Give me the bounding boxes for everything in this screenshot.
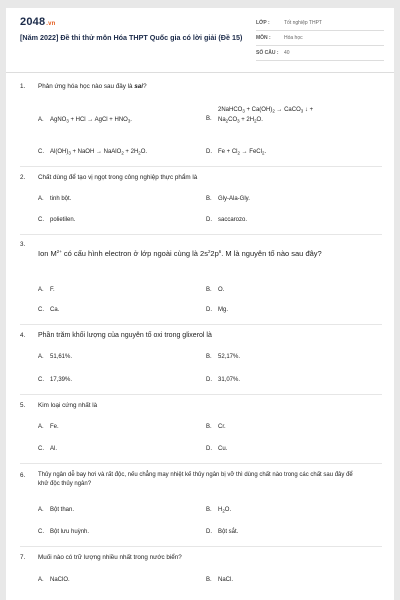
question-number: 7. [20, 554, 26, 561]
option-1a[interactable] [38, 116, 132, 126]
question-3 [20, 240, 382, 259]
meta-subject-row [256, 31, 384, 46]
question-5 [20, 401, 382, 410]
question-number: 5. [20, 402, 26, 409]
meta-key: LỚP : [256, 20, 270, 26]
option-label: C. [38, 307, 44, 313]
option-text: 31,07%. [218, 377, 241, 383]
worksheet-header [6, 8, 394, 73]
option-text: Mg. [218, 307, 229, 313]
option-formula: $Fe + Cl_2$ → FeCl$_2$. [218, 149, 267, 156]
option-1b[interactable] [206, 106, 313, 125]
option-label: D. [206, 529, 212, 535]
option-2c[interactable] [38, 216, 75, 224]
option-text: Cu. [218, 446, 228, 452]
option-text: Cr. [218, 424, 226, 430]
option-text: Al. [50, 446, 58, 452]
option-6a[interactable] [38, 506, 74, 514]
option-label: D. [206, 149, 212, 155]
meta-value: 40 [284, 50, 290, 56]
option-2a[interactable] [38, 195, 71, 203]
option-text: 51,61%. [50, 354, 73, 360]
question-divider [20, 546, 382, 547]
question-text-part: ? [143, 83, 147, 90]
logo-text: 2048 [20, 16, 46, 28]
option-text: Ca. [50, 307, 60, 313]
meta-value: Tốt nghiệp THPT [284, 20, 322, 26]
question-text [38, 82, 382, 91]
option-label: A. [38, 354, 44, 360]
site-logo[interactable] [20, 16, 56, 28]
question-text: Phần trăm khối lượng của nguyên tố oxi trong glixerol là [38, 332, 212, 339]
option-1d[interactable] [206, 148, 266, 158]
option-label: B. [206, 354, 212, 360]
option-label: A. [38, 196, 44, 202]
exam-title: [Năm 2022] Đề thi thử môn Hóa THPT Quốc gia có lời giải (Đề 15) [20, 33, 243, 42]
question-number: 6. [20, 472, 26, 479]
question-1 [20, 82, 382, 91]
option-4b[interactable] [206, 353, 240, 361]
option-1c[interactable] [38, 148, 147, 158]
option-5c[interactable] [38, 445, 57, 453]
option-5a[interactable] [38, 423, 59, 431]
option-5d[interactable] [206, 445, 227, 453]
option-label: B. [206, 577, 212, 583]
option-label: C. [38, 446, 44, 452]
meta-class-row [256, 16, 384, 31]
option-text: 52,17%. [218, 354, 241, 360]
option-label: B. [206, 196, 212, 202]
option-label: C. [38, 529, 44, 535]
question-number: 4. [20, 332, 26, 339]
option-label: D. [206, 217, 212, 223]
option-3c[interactable] [38, 306, 59, 314]
option-3a[interactable] [38, 286, 55, 294]
superscript: 6 [218, 249, 222, 254]
question-4 [20, 331, 382, 340]
option-label: B. [206, 424, 212, 430]
option-4d[interactable] [206, 376, 240, 384]
option-3b[interactable] [206, 286, 224, 294]
question-text-part: có cấu hình electron ở lớp ngoài cùng là 2s [61, 249, 208, 258]
option-label: C. [38, 149, 44, 155]
option-text: NaClO. [50, 577, 70, 583]
question-text: Muối nào có trữ lượng nhiều nhất trong nước biển? [38, 554, 182, 561]
superscript: 2+ [56, 249, 62, 254]
option-4c[interactable] [38, 376, 72, 384]
question-text-part: Ion M [38, 249, 57, 258]
option-text: tinh bột. [50, 196, 72, 202]
option-label: A. [38, 424, 44, 430]
option-6c[interactable] [38, 528, 89, 536]
option-text: 17,39%. [50, 377, 73, 383]
question-2 [20, 173, 382, 182]
option-label: B. [206, 507, 212, 513]
option-text: Fe. [50, 424, 59, 430]
question-number: 1. [20, 83, 26, 90]
option-5b[interactable] [206, 423, 226, 431]
option-label: B. [206, 116, 212, 122]
option-text: Bột than. [50, 507, 75, 513]
worksheet-page [6, 8, 394, 600]
question-text [38, 240, 382, 259]
option-text: Bột lưu huỳnh. [50, 529, 90, 535]
meta-count-row [256, 46, 384, 61]
option-label: D. [206, 307, 212, 313]
question-number: 3. [20, 241, 26, 248]
meta-key: MÔN : [256, 35, 271, 41]
option-formula: $Al(OH)_3$ + NaOH → NaAlO$_2$ + $2H_2O$. [50, 149, 148, 156]
meta-key: SỐ CÂU : [256, 50, 279, 56]
option-text: Gly-Ala-Gly. [218, 196, 250, 202]
question-number: 2. [20, 174, 26, 181]
question-text: Kim loại cứng nhất là [38, 402, 98, 409]
option-2b[interactable] [206, 195, 250, 203]
superscript: 2 [207, 249, 211, 254]
question-text-part: 2p [210, 249, 219, 258]
option-label: C. [38, 377, 44, 383]
option-text: Bột sắt. [218, 529, 239, 535]
option-text: O. [218, 287, 225, 293]
option-3d[interactable] [206, 306, 228, 314]
option-text: polietilen. [50, 217, 76, 223]
option-label: A. [38, 577, 44, 583]
option-4a[interactable] [38, 353, 72, 361]
option-label: D. [206, 377, 212, 383]
question-text: Thủy ngân dễ bay hơi và rất độc, nếu chẳng may nhiệt kế thủy ngân bị vỡ thì dùng chất nào trong các chất sau đây để khử độc thủy ngân? [38, 472, 353, 487]
question-divider [20, 234, 382, 235]
option-text: F. [50, 287, 55, 293]
option-formula: AgNO$_3$ + HCl → AgCl + $HNO_3$. [50, 117, 132, 124]
option-text: saccarozo. [218, 217, 248, 223]
option-6d[interactable] [206, 528, 238, 536]
option-6b[interactable] [206, 506, 231, 516]
option-label: D. [206, 446, 212, 452]
option-7a[interactable] [38, 576, 70, 584]
option-2d[interactable] [206, 216, 247, 224]
option-label: C. [38, 217, 44, 223]
question-7 [20, 553, 382, 562]
question-text: Chất dùng để tạo vị ngọt trong công nghiệp thực phẩm là [38, 174, 198, 181]
exam-meta [256, 16, 384, 61]
question-text-part: Phản ứng hóa học nào sau đây là [38, 83, 135, 90]
option-label: B. [206, 287, 212, 293]
option-text: NaCl. [218, 577, 234, 583]
question-divider [20, 324, 382, 325]
option-label: A. [38, 117, 44, 123]
option-label: A. [38, 287, 44, 293]
option-label: A. [38, 507, 44, 513]
logo-suffix: .vn [46, 21, 56, 27]
question-text-part: . M là nguyên tố nào sau đây? [221, 249, 322, 258]
question-divider [20, 463, 382, 464]
option-formula: $H_2O$. [218, 507, 232, 514]
question-6 [20, 471, 382, 489]
question-divider [20, 394, 382, 395]
option-formula: 2NaHCO$_3$ + $Ca(OH)_2$ → CaCO$_3$ ↓ + $Na_2CO_3 + 2H_2O$. [218, 107, 314, 123]
question-divider [20, 166, 382, 167]
question-emphasis: sai [134, 83, 144, 90]
option-7b[interactable] [206, 576, 233, 584]
meta-value: Hóa học [284, 35, 303, 41]
